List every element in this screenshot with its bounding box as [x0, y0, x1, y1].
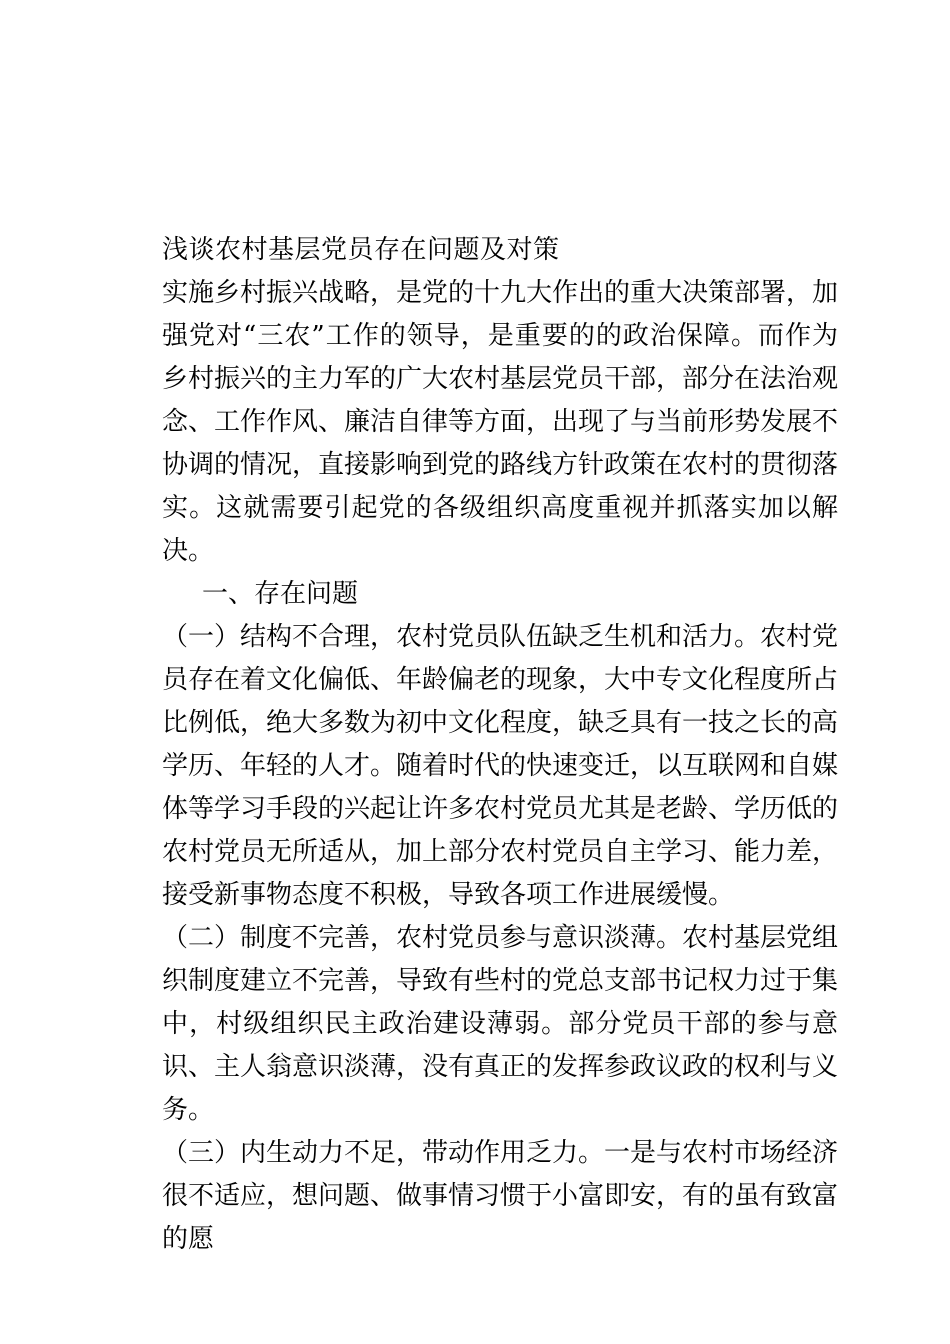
- section-heading: 一、存在问题: [202, 579, 359, 609]
- paragraph-structure: （一）结构不合理，农村党员队伍缺乏生机和活力。农村党员存在着文化偏低、年龄偏老的现象，大中专文化程度所占比例低，绝大多数为初中文化程度，缺乏具有一技之长的高学历、年轻的人才。随着时代的快速变迁，以互联网和自媒体等学习手段的兴起让许多农村党员尤其是老龄、学历低的农村党员无所适从，加上部分农村党员自主学习、能力差，接受新事物态度不积极，导致各项工作进展缓慢。: [162, 622, 839, 910]
- intro-paragraph: 实施乡村振兴战略，是党的十九大作出的重大决策部署，加强党对“三农”工作的领导，是重要的的政治保障。而作为乡村振兴的主力军的广大农村基层党员干部，部分在法治观念、工作作风、廉洁自律等方面，出现了与当前形势发展不协调的情况，直接影响到党的路线方针政策在农村的贯彻落实。这就需要引起党的各级组织高度重视并抓落实加以解决。: [162, 278, 839, 566]
- document-title: 浅谈农村基层党员存在问题及对策: [162, 235, 560, 265]
- paragraph-motivation: （三）内生动力不足，带动作用乏力。一是与农村市场经济很不适应，想问题、做事情习惯于小富即安，有的虽有致富的愿: [162, 1138, 839, 1254]
- document-body: [162, 229, 838, 1261]
- paragraph-system: （二）制度不完善，农村党员参与意识淡薄。农村基层党组织制度建立不完善，导致有些村的党总支部书记权力过于集中，村级组织民主政治建设薄弱。部分党员干部的参与意识、主人翁意识淡薄，没有真正的发挥参政议政的权利与义务。: [162, 923, 839, 1125]
